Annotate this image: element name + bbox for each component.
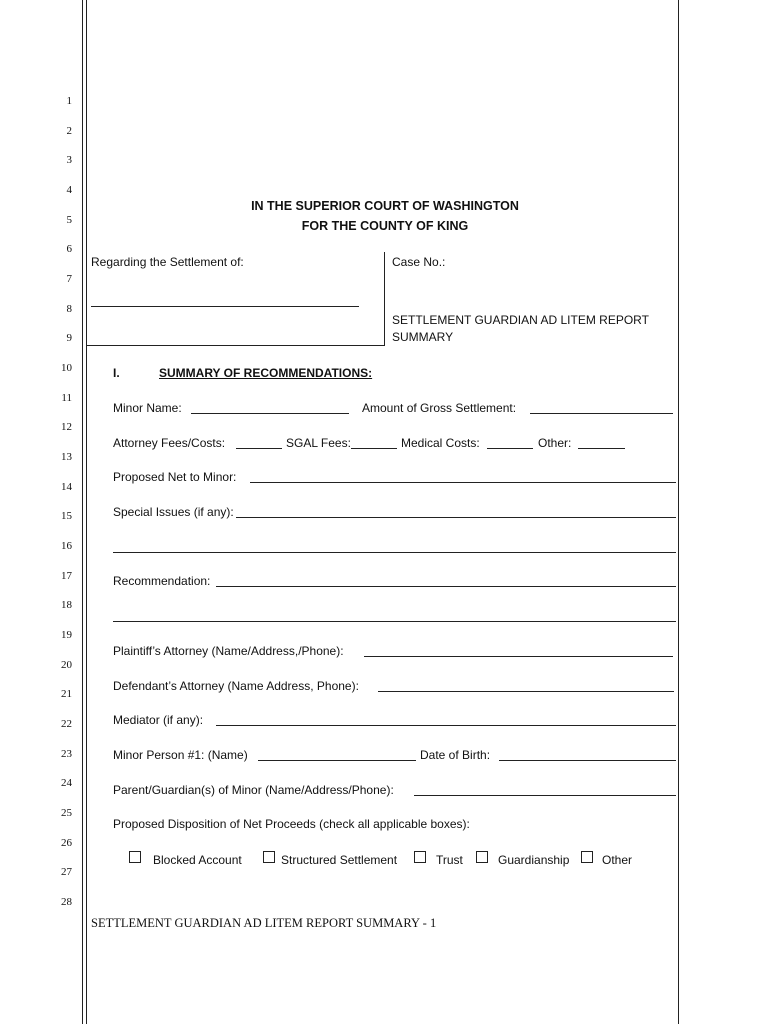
line-number: 6 (66, 243, 72, 255)
blocked-account-label: Blocked Account (153, 853, 242, 867)
gross-settlement-field[interactable] (530, 401, 673, 414)
minor-person-label: Minor Person #1: (Name) (113, 748, 248, 762)
court-name: IN THE SUPERIOR COURT OF WASHINGTON (251, 199, 519, 213)
line-number: 2 (66, 125, 72, 137)
special-issues-label: Special Issues (if any): (113, 505, 234, 519)
special-issues-field[interactable] (236, 505, 676, 518)
line-number: 12 (61, 421, 72, 433)
line-number: 22 (61, 718, 72, 730)
line-number: 24 (61, 777, 72, 789)
left-margin-line-inner (86, 0, 87, 1024)
line-number: 16 (61, 540, 72, 552)
minor-person-name-field[interactable] (258, 748, 416, 761)
document-title-line2: SUMMARY (392, 330, 454, 344)
recommendation-label: Recommendation: (113, 574, 211, 588)
medical-costs-field[interactable] (487, 436, 533, 449)
parent-guardian-field[interactable] (414, 783, 676, 796)
sgal-fees-label: SGAL Fees: (286, 436, 351, 450)
parent-guardian-label: Parent/Guardian(s) of Minor (Name/Address/Phone): (113, 783, 394, 797)
recommendation-field-continued[interactable] (113, 609, 676, 622)
defendant-attorney-label: Defendant’s Attorney (Name Address, Phone): (113, 679, 359, 693)
line-number: 19 (61, 629, 72, 641)
recommendation-field[interactable] (216, 574, 676, 587)
line-number: 5 (66, 214, 72, 226)
document-title-line1: SETTLEMENT GUARDIAN AD LITEM REPORT (392, 313, 649, 327)
blocked-account-checkbox[interactable] (129, 851, 141, 863)
line-number: 9 (66, 332, 72, 344)
left-margin-line-outer (82, 0, 83, 1024)
line-number: 17 (61, 570, 72, 582)
plaintiff-attorney-field[interactable] (364, 644, 673, 657)
other-costs-field[interactable] (578, 436, 625, 449)
line-number: 15 (61, 510, 72, 522)
line-number: 7 (66, 273, 72, 285)
special-issues-field-continued[interactable] (113, 540, 676, 553)
proposed-net-field[interactable] (250, 470, 676, 483)
plaintiff-attorney-label: Plaintiff’s Attorney (Name/Address,/Phone): (113, 644, 344, 658)
sgal-fees-field[interactable] (351, 436, 397, 449)
line-number: 26 (61, 837, 72, 849)
case-number-label: Case No.: (392, 255, 446, 269)
other-label: Other (602, 853, 633, 867)
line-number: 14 (61, 481, 72, 493)
date-of-birth-label: Date of Birth: (420, 748, 491, 762)
mediator-label: Mediator (if any): (113, 713, 204, 727)
minor-name-field[interactable] (191, 401, 349, 414)
attorney-fees-label: Attorney Fees/Costs: (113, 436, 226, 450)
section-title: SUMMARY OF RECOMMENDATIONS: (159, 366, 373, 380)
line-number: 1 (66, 95, 72, 107)
line-number: 21 (61, 688, 72, 700)
court-heading (90, 196, 680, 236)
line-number: 13 (61, 451, 72, 463)
guardianship-checkbox[interactable] (476, 851, 488, 863)
line-number: 23 (61, 748, 72, 760)
proposed-disposition-label: Proposed Disposition of Net Proceeds (check all applicable boxes): (113, 817, 470, 831)
structured-settlement-checkbox[interactable] (263, 851, 275, 863)
minor-name-label: Minor Name: (113, 401, 182, 415)
trust-label: Trust (436, 853, 463, 867)
caption-bottom-rule (87, 345, 385, 346)
line-number: 4 (66, 184, 72, 196)
caption-divider (384, 252, 385, 346)
date-of-birth-field[interactable] (499, 748, 676, 761)
line-number: 11 (61, 392, 72, 404)
section-number: I. (113, 366, 120, 380)
proposed-net-label: Proposed Net to Minor: (113, 470, 237, 484)
line-number: 10 (61, 362, 72, 374)
party-name-field[interactable] (91, 294, 359, 307)
line-number: 27 (61, 866, 72, 878)
line-number: 20 (61, 659, 72, 671)
medical-costs-label: Medical Costs: (401, 436, 480, 450)
structured-settlement-label: Structured Settlement (281, 853, 398, 867)
regarding-label: Regarding the Settlement of: (91, 255, 244, 269)
line-number: 28 (61, 896, 72, 908)
line-number: 3 (66, 154, 72, 166)
mediator-field[interactable] (216, 713, 676, 726)
defendant-attorney-field[interactable] (378, 679, 674, 692)
line-number: 25 (61, 807, 72, 819)
line-number: 18 (61, 599, 72, 611)
attorney-fees-field[interactable] (236, 436, 282, 449)
trust-checkbox[interactable] (414, 851, 426, 863)
line-number: 8 (66, 303, 72, 315)
guardianship-label: Guardianship (498, 853, 570, 867)
court-county: FOR THE COUNTY OF KING (301, 219, 469, 233)
right-margin-line (678, 0, 679, 1024)
other-costs-label: Other: (538, 436, 572, 450)
other-checkbox[interactable] (581, 851, 593, 863)
gross-settlement-label: Amount of Gross Settlement: (362, 401, 517, 415)
page-footer: SETTLEMENT GUARDIAN AD LITEM REPORT SUMMARY - 1 (91, 916, 437, 930)
